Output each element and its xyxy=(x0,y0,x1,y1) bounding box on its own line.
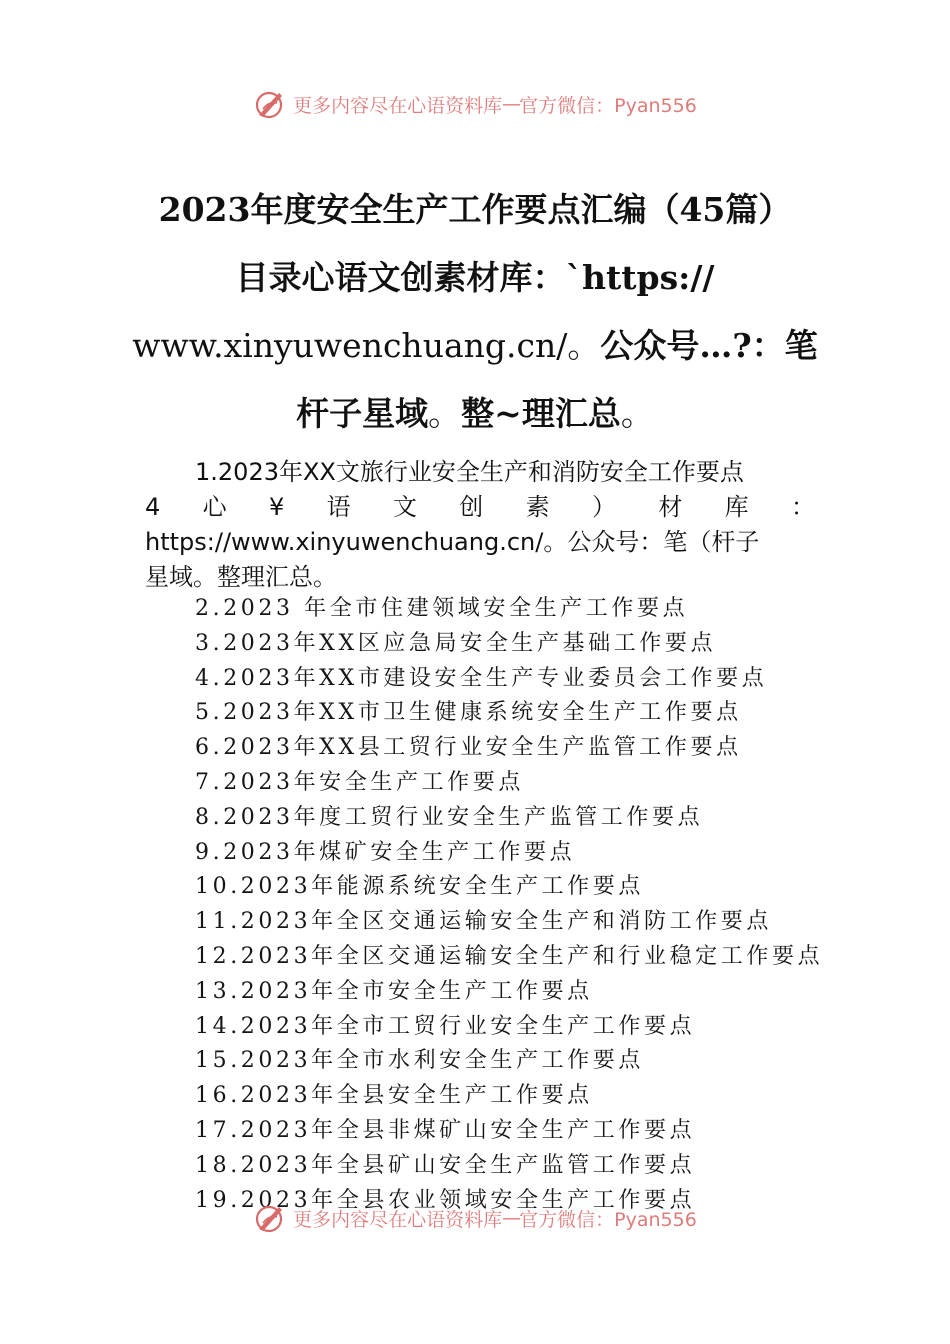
footer-watermark xyxy=(0,1204,950,1238)
brush-logo-icon xyxy=(253,87,287,121)
spaced-char: ： xyxy=(791,493,815,521)
toc-item: 19.2023年全县农业领域安全生产工作要点 xyxy=(195,1187,696,1213)
toc-item: 12.2023年全区交通运输安全生产和行业稳定工作要点 xyxy=(195,943,824,969)
watermark-suffix: 官方微信：Pyan556 xyxy=(519,94,697,117)
toc-entry-1-tail: 星域。整理汇总。 xyxy=(145,563,337,591)
brush-logo-icon xyxy=(253,1204,287,1235)
toc-entry-1-title: 1.2023年XX文旅行业安全生产和消防安全工作要点 xyxy=(195,458,744,486)
toc-item: 11.2023年全区交通运输安全生产和消防工作要点 xyxy=(195,909,772,935)
spaced-char: 语 xyxy=(326,493,351,521)
title-line-2: 目录心语文创素材库：`https:// xyxy=(235,258,715,297)
watermark-suffix: 官方微信：Pyan556 xyxy=(519,1208,697,1231)
spaced-char: 心 xyxy=(202,493,227,521)
watermark-separator: — xyxy=(502,1207,520,1229)
title-part-a: 杆子星域 xyxy=(296,394,429,433)
spaced-char: 素 xyxy=(525,493,550,521)
toc-item: 13.2023年全市安全生产工作要点 xyxy=(195,978,593,1004)
toc-item: 8.2023年度工贸行业安全生产监管工作要点 xyxy=(195,804,704,830)
watermark-text: 更多内容尽在心语资料库 xyxy=(293,94,503,117)
watermark-separator: — xyxy=(502,93,520,115)
toc-item: 14.2023年全市工贸行业安全生产工作要点 xyxy=(195,1013,696,1039)
header-watermark xyxy=(0,84,950,124)
document-title: 2023年度安全生产工作要点汇编（45篇） xyxy=(158,190,792,229)
spaced-char: 材 xyxy=(658,493,683,521)
spaced-char: 4 xyxy=(145,493,161,521)
toc-item: 16.2023年全县安全生产工作要点 xyxy=(195,1083,593,1109)
toc-entry-1 xyxy=(145,455,815,595)
spaced-char: 库 xyxy=(724,493,749,521)
spaced-char: ¥ xyxy=(268,493,285,521)
spaced-char: 文 xyxy=(392,493,417,521)
toc-item: 15.2023年全市水利安全生产工作要点 xyxy=(195,1048,644,1074)
title-period-a: 。 xyxy=(428,394,462,433)
watermark-text: 更多内容尽在心语资料库 xyxy=(293,1208,503,1231)
table-of-contents xyxy=(195,592,823,1218)
toc-entry-1-url-line: https://www.xinyuwenchuang.cn/。公众号：笔（杆子 xyxy=(145,528,760,556)
toc-item: 4.2023年XX市建设安全生产专业委员会工作要点 xyxy=(195,665,768,691)
toc-item: 17.2023年全县非煤矿山安全生产工作要点 xyxy=(195,1117,696,1143)
toc-item: 18.2023年全县矿山安全生产监管工作要点 xyxy=(195,1152,696,1178)
toc-item: 5.2023年XX市卫生健康系统安全生产工作要点 xyxy=(195,700,742,726)
toc-item: 9.2023年煤矿安全生产工作要点 xyxy=(195,839,576,865)
title-line-3 xyxy=(100,312,850,380)
toc-item: 10.2023年能源系统安全生产工作要点 xyxy=(195,874,644,900)
title-url: www.xinyuwenchuang.cn/。 xyxy=(132,326,601,365)
toc-item: 7.2023年安全生产工作要点 xyxy=(195,769,524,795)
title-wechat: 公众号…?：笔 xyxy=(600,326,818,365)
title-part-b: 整~理汇总 xyxy=(461,394,621,433)
spaced-char: 创 xyxy=(459,493,484,521)
title-line-4 xyxy=(100,380,850,448)
toc-item: 6.2023年XX县工贸行业安全生产监管工作要点 xyxy=(195,735,742,761)
toc-item: 3.2023年XX区应急局安全生产基础工作要点 xyxy=(195,630,717,656)
toc-entry-1-spaced-line xyxy=(145,490,815,525)
title-period-b: 。 xyxy=(620,394,654,433)
toc-item: 2.2023 年全市住建领域安全生产工作要点 xyxy=(195,596,689,621)
spaced-char: ） xyxy=(591,493,616,521)
